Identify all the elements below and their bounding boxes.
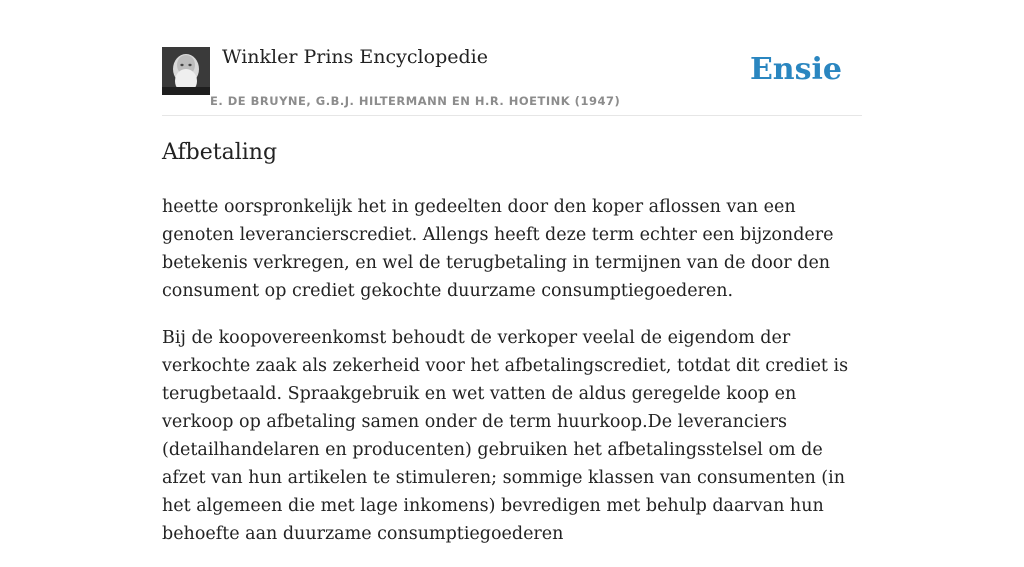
source-title[interactable]: Winkler Prins Encyclopedie	[222, 46, 488, 68]
brand-logo[interactable]: Ensie	[749, 52, 842, 87]
article-paragraph: Bij de koopovereenkomst behoudt de verkoper veelal de eigendom der verkochte zaak als zekerheid voor het afbetalingscrediet, totdat dit crediet is terugbetaald. Spraakgebruik en wet vatten de aldus geregelde koop en verkoop op afbetaling samen onder de term huurkoop.De leveranciers (detailhandelaren en producenten) gebruiken het afbetalingsstelsel om de afzet van hun artikelen te stimuleren; sommige klassen van consumenten (in het algemeen die met lage inkomens) bevredigen met behulp daarvan hun behoefte aan duurzame consumptiegoederen	[162, 328, 849, 544]
article-title: Afbetaling	[162, 140, 278, 165]
article-body	[162, 193, 862, 567]
authors-line: E. DE BRUYNE, G.B.J. HILTERMANN EN H.R. HOETINK (1947)	[210, 94, 621, 108]
source-header	[162, 46, 862, 116]
author-avatar[interactable]	[162, 47, 210, 95]
article-paragraph: heette oorspronkelijk het in gedeelten door den koper aflossen van een genoten leverancierscrediet. Allengs heeft deze term echter een bijzondere betekenis verkregen, en wel de terugbetaling in termijnen van de door den consument op crediet gekochte duurzame consumptiegoederen.	[162, 197, 834, 301]
